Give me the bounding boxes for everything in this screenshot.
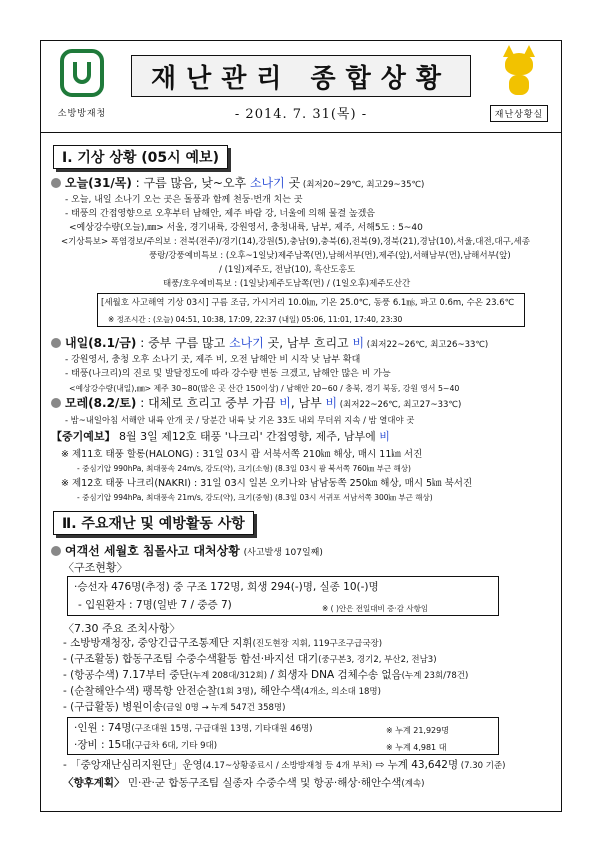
sewol-weather: [세월호 사고해역 기상 03시] 구름 조금, 가시거리 10.0㎞, 기온 25.0℃, 동풍 6.1㎧, 파고 0.6m, 수온 23.6℃: [101, 298, 515, 308]
resources-box: [67, 717, 499, 755]
sewol-weather-box: [97, 293, 525, 327]
title-box: [131, 55, 471, 97]
personnel-total: ※ 누계 21,929명: [386, 726, 449, 735]
tomorrow-rainfall: <예상강수량(내일),㎜> 제주 30~80(많은 곳 산간 150이상) / 남해안 20~60 / 충북, 경기 북동, 강원 영서 5~40: [69, 384, 460, 393]
rescue-count: ·승선자 476명(추정) 중 구조 172명, 희생 294(-)명, 실종 10(-)명: [74, 581, 379, 593]
bullet-icon: [51, 178, 61, 188]
report-title: 재난관리 종합상황: [151, 63, 451, 94]
typhoon-nakri-detail: - 중심기압 994hPa, 최대풍속 21m/s, 강도(약), 크기(중형) (8.3일 03시 서귀포 서남서쪽 300㎞ 부근 해상): [77, 493, 433, 502]
report-header: [41, 41, 561, 133]
report-page: [40, 40, 562, 812]
psych-support: - 「중앙재난심리지원단」운영(4.17~상황종료시 / 소방방재청 등 4개 부처) ⇨ 누계 43,642명 (7.30 기준): [63, 759, 506, 771]
personnel: ·인원 : 74명(구조대원 15명, 구급대원 13명, 기타대원 46명): [74, 722, 313, 734]
tomorrow-note-1: - 강원영서, 충청 오후 소나기 곳, 제주 비, 오전 남해안 비 시작 낮 남부 확대: [65, 355, 361, 365]
typhoon-halong-detail: - 중심기압 990hPa, 최대풍속 24m/s, 강도(약), 크기(소형) (8.3일 03시 괌 북서쪽 760㎞ 부근 해상): [77, 464, 411, 473]
typhoon-nakri: ※ 제12호 태풍 나크리(NAKRI) : 31일 03시 일본 오키나와 남남동쪽 250㎞ 해상, 매시 5㎞ 북서진: [61, 478, 473, 489]
weather-warning: <기상특보> 폭염경보/주의보 : 전북(전주)/경기(14),강원(5),충남(9),충북(6),전북(9),경북(21),경남(10),서울,대전,대구,세종: [61, 237, 530, 247]
action-rescue: - (구조활동) 합동구조팀 수중수색활동 함선·바지선 대기(중구본3, 경기2, 부산2, 전남3): [63, 653, 437, 665]
actions-heading: 〈7.30 주요 조치사항〉: [63, 622, 181, 635]
section-disaster-heading: Ⅱ. 주요재난 및 예방활동 사항: [53, 511, 254, 535]
midterm-forecast: 【중기예보】 8월 3일 제12호 태풍 '나크리' 간접영향, 제주, 남부에 비: [51, 430, 390, 443]
equipment-total: ※ 누계 4,981 대: [386, 743, 447, 752]
change-note: ※ ( )안은 전일대비 증·감 사항임: [322, 604, 429, 613]
today-rainfall: <예상강수량(오늘),㎜> 서울, 경기내륙, 강원영서, 충청내륙, 남부, 제주, 서해5도 : 5~40: [69, 223, 423, 233]
agency-name: 소방방재청: [57, 109, 107, 119]
bullet-icon: [51, 338, 61, 348]
wind-warning-2: / (1일)제주도, 전남(10), 흑산도홍도: [219, 265, 356, 275]
today-note-2: - 태풍의 간접영향으로 오후부터 남해안, 제주 바람 강, 너울에 의해 물결 높겠음: [65, 209, 375, 219]
action-air-search: - (항공수색) 7.17부터 중단(누계 208대/312회) / 희생자 DNA 검체수송 없음(누계 23회/78건): [63, 669, 469, 681]
day-after-note: - 밤~내일아침 서해안 내륙 안개 곳 / 당분간 내륙 낮 기온 33도 내외 무더위 지속 / 밤 열대야 곳: [65, 415, 415, 425]
situation-room-label: 재난상황실: [490, 105, 548, 122]
hospitalized: - 입원환자 : 7명(일반 7 / 중증 7): [78, 599, 232, 611]
tomorrow-forecast: 내일(8.1/금) : 중부 구름 많고 소나기 곳, 남부 흐리고 비 (최저22~26℃, 최고26~33℃): [51, 337, 488, 352]
mascot-logo: [483, 45, 555, 129]
equipment: ·장비 : 15대(구급차 6대, 기타 9대): [74, 739, 218, 751]
action-ems: - (구급활동) 병원이송(금일 0명 → 누계 547건 358명): [63, 701, 286, 713]
report-date: - 2014. 7. 31(목) -: [234, 107, 368, 122]
typhoon-halong: ※ 제11호 태풍 할롱(HALONG) : 31일 03시 괌 서북서쪽 210㎞ 해상, 매시 11㎞ 서진: [61, 449, 423, 460]
today-forecast: 오늘(31/목) : 구름 많음, 낮~오후 소나기 곳 (최저20~29℃, 최고29~35℃): [51, 177, 424, 192]
wind-warning: 풍랑/강풍예비특보 : (오후~1일낮)제주남쪽(먼),남해서부(먼),제주(앞),서해남부(먼),남해서부(앞): [149, 251, 511, 261]
tomorrow-note-2: - 태풍(나크리)의 진로 및 발달정도에 따라 강수량 변동 크겠고, 남해안 많은 비 가능: [65, 369, 391, 379]
action-command: - 소방방재청장, 중앙긴급구조통제단 지휘(진도현장 지휘, 119구조구급국장): [63, 637, 383, 649]
bullet-icon: [51, 546, 61, 556]
today-note-1: - 오늘, 내일 소나기 오는 곳은 돌풍과 함께 천둥·번개 치는 곳: [65, 195, 303, 205]
ferry-heading: 여객선 세월호 침몰사고 대처상황 (사고발생 107일째): [51, 545, 323, 560]
mascot-icon: [499, 45, 539, 97]
section-weather-heading: Ⅰ. 기상 상황 (05시 예보): [53, 145, 228, 169]
action-patrol: - (순찰해안수색) 팽목항 안전순찰(1회 3명), 해안수색(4개소, 의소대 18명): [63, 685, 381, 697]
agency-logo: [47, 47, 117, 127]
tide-times: ※ 정조시간 : (오늘) 04:51, 10:38, 17:09, 22:37 (내일) 05:06, 11:01, 17:40, 23:30: [108, 315, 403, 324]
bullet-icon: [51, 398, 61, 408]
future-plan: 〈향후계획〉 민·관·군 합동구조팀 실종자 수중수색 및 항공·해상·해안수색(계속): [63, 777, 425, 789]
day-after-forecast: 모레(8.2/토) : 대체로 흐리고 중부 가끔 비, 남부 비 (최저22~26℃, 최고27~33℃): [51, 397, 461, 412]
shield-logo-icon: [60, 49, 104, 97]
rescue-status-box: [67, 576, 499, 616]
typhoon-warning: 태풍/호우예비특보 : (1일낮)제주도남쪽(먼) / (1일오후)제주도산간: [163, 279, 411, 289]
rescue-status-heading: 〈구조현황〉: [63, 561, 128, 574]
